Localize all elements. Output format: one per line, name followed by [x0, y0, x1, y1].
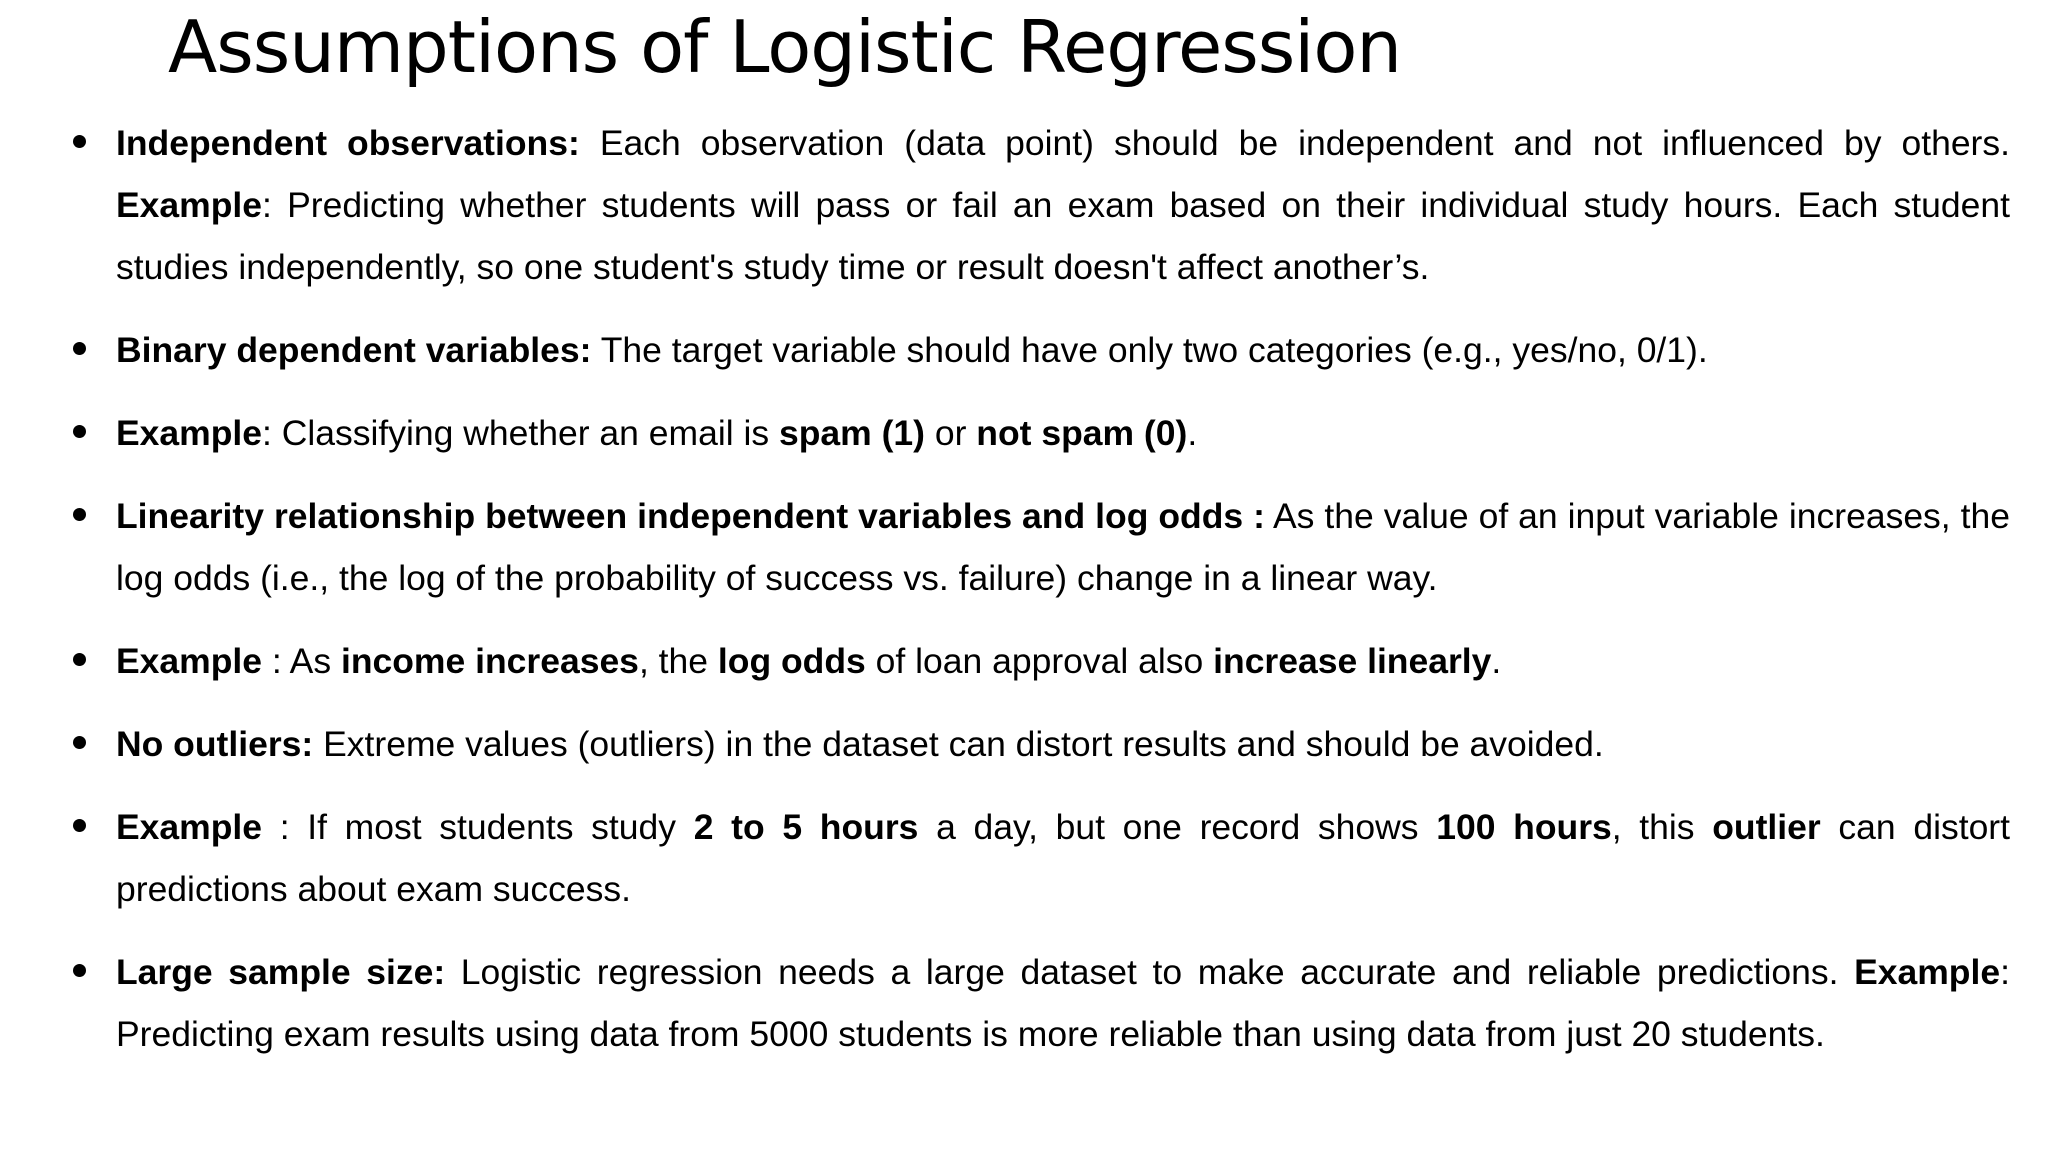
bullet-item	[0, 402, 2048, 464]
bullet-dot-icon	[73, 736, 86, 749]
bullet-text: .	[1491, 641, 1502, 681]
bullet-text: : Classifying whether an email is	[262, 413, 779, 453]
bullet-dot-icon	[73, 425, 86, 438]
bullet-bold-text: Example	[1854, 952, 2001, 992]
bullet-text: of loan approval also	[865, 641, 1214, 681]
bullet-bold-text: Binary dependent variables:	[116, 330, 592, 370]
bullet-text: , the	[638, 641, 718, 681]
bullet-text: : Predicting exam results using data from 5000 students is more reliable than using data from just 20 students.	[116, 952, 2010, 1054]
bullet-dot-icon	[73, 342, 86, 355]
bullet-item	[0, 713, 2048, 775]
bullet-item	[0, 796, 2048, 920]
bullet-bold-text: log odds	[717, 641, 866, 681]
bullet-bold-text: 2 to 5 hours	[693, 807, 919, 847]
bullet-text: .	[1187, 413, 1198, 453]
bullet-text: , this	[1611, 807, 1713, 847]
bullet-text: Each observation (data point) should be independent and not influenced by others.	[579, 123, 2010, 163]
bullet-bold-text: increase linearly	[1213, 641, 1492, 681]
bullet-bold-text: Independent observations:	[116, 123, 580, 163]
bullet-text: The target variable should have only two categories (e.g., yes/no, 0/1).	[591, 330, 1708, 370]
bullet-dot-icon	[73, 964, 86, 977]
bullet-list	[0, 112, 2048, 1086]
bullet-text: Extreme values (outliers) in the dataset can distort results and should be avoided.	[313, 724, 1604, 764]
bullet-text: : As	[262, 641, 341, 681]
bullet-dot-icon	[73, 508, 86, 521]
bullet-bold-text: Example	[116, 185, 263, 225]
bullet-item	[0, 485, 2048, 609]
bullet-dot-icon	[73, 135, 86, 148]
bullet-text: can distort predictions about exam success.	[116, 807, 2010, 909]
bullet-bold-text: Example	[116, 641, 263, 681]
bullet-bold-text: Example	[116, 413, 263, 453]
bullet-bold-text: Linearity relationship between independent variables and log odds :	[116, 496, 1265, 536]
bullet-bold-text: Example	[116, 807, 263, 847]
bullet-dot-icon	[73, 653, 86, 666]
bullet-bold-text: 100 hours	[1436, 807, 1612, 847]
bullet-text: Logistic regression needs a large dataset to make accurate and reliable predictions.	[445, 952, 1855, 992]
slide-title: Assumptions of Logistic Regression	[168, 5, 1401, 89]
bullet-bold-text: outlier	[1712, 807, 1821, 847]
bullet-item	[0, 630, 2048, 692]
bullet-bold-text: not spam (0)	[976, 413, 1188, 453]
bullet-text: : If most students study	[262, 807, 694, 847]
bullet-item	[0, 319, 2048, 381]
bullet-dot-icon	[73, 819, 86, 832]
bullet-bold-text: income increases	[340, 641, 639, 681]
bullet-bold-text: Large sample size:	[116, 952, 446, 992]
bullet-item	[0, 941, 2048, 1065]
bullet-text: As the value of an input variable increases, the log odds (i.e., the log of the probability of success vs. failure) change in a linear way.	[116, 496, 2011, 598]
bullet-text: : Predicting whether students will pass or fail an exam based on their individual study hours. Each student studies independently, so one student's study time or result doesn't affect another’s.	[116, 185, 2010, 287]
bullet-bold-text: spam (1)	[778, 413, 925, 453]
bullet-text: a day, but one record shows	[918, 807, 1437, 847]
bullet-text: or	[924, 413, 977, 453]
bullet-bold-text: No outliers:	[116, 724, 314, 764]
bullet-item	[0, 112, 2048, 298]
